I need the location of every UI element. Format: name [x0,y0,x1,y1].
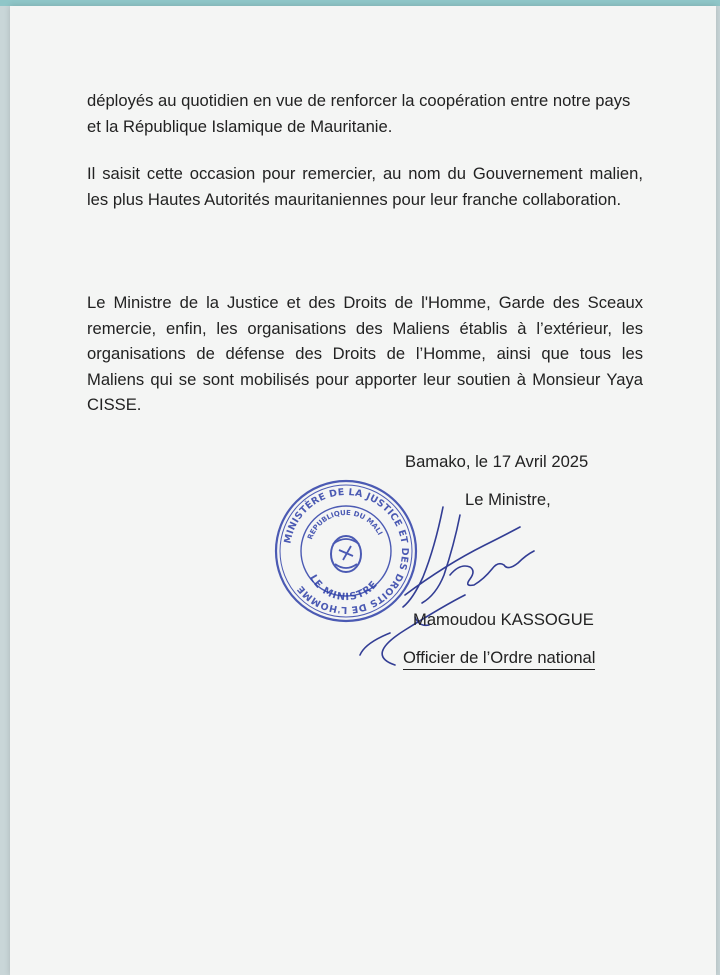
signatory-role: Le Ministre, [465,490,551,509]
stamp-ring-text: MINISTÈRE DE LA JUSTICE ET DES DROITS DE L'HOMME [282,486,411,616]
paragraph-cooperation: déployés au quotidien en vue de renforcer la coopération entre notre pays et la République Islamique de Mauritanie. [87,91,631,136]
stamp-inner-text: REPUBLIQUE DU MALI [306,508,384,541]
signatory-title: Officier de l’Ordre national [403,648,595,670]
paragraph-thanks-authorities: Il saisit cette occasion pour remercier, au nom du Gouvernement malien, les plus Hautes Autorités mauritaniennes pour leur franche collaboration. [87,164,643,209]
paragraph-thanks-organisations: Le Ministre de la Justice et des Droits de l'Homme, Garde des Sceaux remercie, enfin, les organisations des Maliens établis à l’extérieur, les organisations de défense des Droits de l’Homme, ainsi que tous les Maliens qui se sont mobilisés pour apporter leur soutien à Monsieur Yaya CISSE. [87,293,643,414]
stamp-bottom-text: LE MINISTRE [307,573,381,604]
place-date: Bamako, le 17 Avril 2025 [405,452,589,471]
signatory-name: Mamoudou KASSOGUE [413,610,594,629]
